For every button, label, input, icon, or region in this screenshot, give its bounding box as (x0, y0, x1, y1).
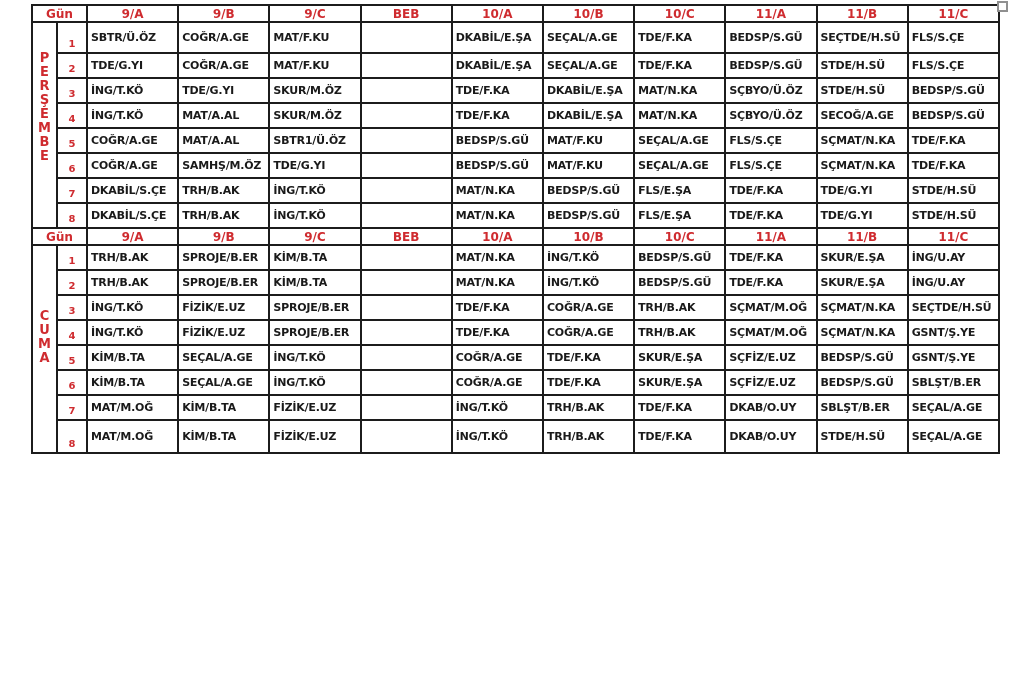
timetable-row (32, 320, 999, 345)
lesson-cell: SKUR/E.ŞA (634, 370, 725, 395)
lesson-cell: DKABİL/E.ŞA (543, 103, 634, 128)
timetable-row (32, 22, 999, 53)
lesson-cell: MAT/M.OĞ (87, 395, 178, 420)
class-header-8: 11/B (817, 5, 908, 22)
class-header-8: 11/B (817, 228, 908, 245)
lesson-cell: MAT/N.KA (634, 78, 725, 103)
lesson-cell: DKABİL/E.ŞA (543, 78, 634, 103)
lesson-cell: MAT/F.KU (543, 153, 634, 178)
lesson-cell: İNG/T.KÖ (269, 178, 360, 203)
period-number: 5 (57, 345, 87, 370)
lesson-cell: SÇMAT/N.KA (817, 320, 908, 345)
lesson-cell: İNG/T.KÖ (269, 345, 360, 370)
class-header-9: 11/C (908, 5, 999, 22)
lesson-cell: TRH/B.AK (87, 245, 178, 270)
day-column-header: Gün (32, 228, 87, 245)
lesson-cell: TRH/B.AK (178, 178, 269, 203)
lesson-cell: COĞR/A.GE (543, 295, 634, 320)
lesson-cell: MAT/A.AL (178, 103, 269, 128)
lesson-cell: STDE/H.SÜ (817, 78, 908, 103)
timetable-row (32, 178, 999, 203)
lesson-cell: MAT/N.KA (634, 103, 725, 128)
lesson-cell-empty (361, 320, 452, 345)
period-number: 6 (57, 153, 87, 178)
period-number: 8 (57, 203, 87, 228)
lesson-cell: MAT/F.KU (543, 128, 634, 153)
timetable (31, 4, 1000, 454)
period-number: 1 (57, 245, 87, 270)
lesson-cell: STDE/H.SÜ (817, 420, 908, 453)
lesson-cell: COĞR/A.GE (543, 320, 634, 345)
lesson-cell: GSNT/Ş.YE (908, 320, 999, 345)
lesson-cell: TDE/F.KA (634, 53, 725, 78)
lesson-cell: BEDSP/S.GÜ (452, 128, 543, 153)
class-header-0: 9/A (87, 228, 178, 245)
lesson-cell: TDE/F.KA (543, 370, 634, 395)
lesson-cell: TDE/F.KA (634, 22, 725, 53)
lesson-cell-empty (361, 295, 452, 320)
lesson-cell: COĞR/A.GE (452, 345, 543, 370)
lesson-cell: SKUR/M.ÖZ (269, 103, 360, 128)
class-header-4: 10/A (452, 228, 543, 245)
lesson-cell: TDE/G.YI (817, 203, 908, 228)
lesson-cell: SÇFİZ/E.UZ (725, 370, 816, 395)
period-number: 5 (57, 128, 87, 153)
lesson-cell: DKABİL/S.ÇE (87, 203, 178, 228)
lesson-cell: SAMHŞ/M.ÖZ (178, 153, 269, 178)
lesson-cell: FLS/S.ÇE (725, 128, 816, 153)
lesson-cell-empty (361, 178, 452, 203)
day-label-1 (32, 245, 57, 453)
lesson-cell: İNG/T.KÖ (452, 420, 543, 453)
timetable-row (32, 395, 999, 420)
lesson-cell: COĞR/A.GE (178, 22, 269, 53)
lesson-cell: TDE/G.YI (87, 53, 178, 78)
day-letter: U (39, 323, 50, 338)
period-number: 6 (57, 370, 87, 395)
timetable-row (32, 78, 999, 103)
lesson-cell: BEDSP/S.GÜ (908, 78, 999, 103)
lesson-cell: SEÇAL/A.GE (543, 53, 634, 78)
lesson-cell: FLS/S.ÇE (908, 22, 999, 53)
lesson-cell: TDE/F.KA (634, 420, 725, 453)
day-section-0 (32, 5, 999, 228)
lesson-cell: İNG/U.AY (908, 270, 999, 295)
lesson-cell: STDE/H.SÜ (908, 203, 999, 228)
header-row (32, 5, 999, 22)
lesson-cell: TDE/F.KA (543, 345, 634, 370)
lesson-cell: İNG/T.KÖ (87, 295, 178, 320)
period-number: 2 (57, 53, 87, 78)
lesson-cell: İNG/T.KÖ (543, 245, 634, 270)
day-label-0 (32, 22, 57, 228)
lesson-cell-empty (361, 203, 452, 228)
lesson-cell: KİM/B.TA (178, 420, 269, 453)
lesson-cell: MAT/N.KA (452, 245, 543, 270)
lesson-cell: BEDSP/S.GÜ (543, 178, 634, 203)
lesson-cell: MAT/N.KA (452, 178, 543, 203)
lesson-cell: İNG/T.KÖ (543, 270, 634, 295)
lesson-cell: FİZİK/E.UZ (269, 420, 360, 453)
lesson-cell: SKUR/M.ÖZ (269, 78, 360, 103)
day-letter: R (39, 79, 50, 94)
lesson-cell: KİM/B.TA (87, 370, 178, 395)
period-number: 7 (57, 395, 87, 420)
lesson-cell: FLS/S.ÇE (908, 53, 999, 78)
lesson-cell: BEDSP/S.GÜ (725, 53, 816, 78)
day-letter: C (39, 309, 50, 324)
class-header-9: 11/C (908, 228, 999, 245)
class-header-6: 10/C (634, 228, 725, 245)
lesson-cell: STDE/H.SÜ (908, 178, 999, 203)
lesson-cell: TDE/F.KA (908, 128, 999, 153)
class-header-3: BEB (361, 228, 452, 245)
day-letter: Ş (39, 93, 50, 108)
lesson-cell-empty (361, 345, 452, 370)
lesson-cell: TDE/F.KA (725, 178, 816, 203)
lesson-cell: SPROJE/B.ER (178, 270, 269, 295)
lesson-cell: TDE/G.YI (178, 78, 269, 103)
lesson-cell: FLS/E.ŞA (634, 203, 725, 228)
period-number: 4 (57, 320, 87, 345)
lesson-cell: MAT/M.OĞ (87, 420, 178, 453)
lesson-cell: SÇMAT/N.KA (817, 295, 908, 320)
lesson-cell: TRH/B.AK (543, 420, 634, 453)
lesson-cell: İNG/T.KÖ (87, 78, 178, 103)
lesson-cell: TDE/F.KA (725, 270, 816, 295)
lesson-cell: SEÇAL/A.GE (908, 395, 999, 420)
lesson-cell: FİZİK/E.UZ (178, 320, 269, 345)
lesson-cell: COĞR/A.GE (178, 53, 269, 78)
period-number: 3 (57, 78, 87, 103)
lesson-cell: İNG/T.KÖ (87, 320, 178, 345)
timetable-row (32, 203, 999, 228)
lesson-cell-empty (361, 128, 452, 153)
timetable-row (32, 245, 999, 270)
day-letter: E (40, 107, 49, 122)
lesson-cell: TDE/G.YI (269, 153, 360, 178)
timetable-row (32, 420, 999, 453)
day-letter: M (38, 337, 51, 352)
period-number: 7 (57, 178, 87, 203)
lesson-cell: BEDSP/S.GÜ (725, 22, 816, 53)
day-letter: P (39, 51, 50, 66)
day-letter: A (39, 351, 50, 366)
day-letter: M (38, 121, 51, 136)
lesson-cell: SKUR/E.ŞA (817, 270, 908, 295)
day-letter: E (40, 149, 49, 164)
class-header-1: 9/B (178, 228, 269, 245)
lesson-cell: TDE/F.KA (452, 103, 543, 128)
class-header-2: 9/C (269, 5, 360, 22)
lesson-cell: SEÇAL/A.GE (908, 420, 999, 453)
lesson-cell: TDE/F.KA (634, 395, 725, 420)
day-column-header: Gün (32, 5, 87, 22)
lesson-cell: SEÇTDE/H.SÜ (908, 295, 999, 320)
class-header-3: BEB (361, 5, 452, 22)
day-letters (33, 52, 56, 164)
lesson-cell-empty (361, 245, 452, 270)
lesson-cell: STDE/H.SÜ (817, 53, 908, 78)
lesson-cell: İNG/T.KÖ (87, 103, 178, 128)
lesson-cell: FİZİK/E.UZ (269, 395, 360, 420)
class-header-4: 10/A (452, 5, 543, 22)
lesson-cell: MAT/A.AL (178, 128, 269, 153)
period-number: 1 (57, 22, 87, 53)
lesson-cell: BEDSP/S.GÜ (543, 203, 634, 228)
lesson-cell: SEÇTDE/H.SÜ (817, 22, 908, 53)
lesson-cell: DKAB/O.UY (725, 420, 816, 453)
lesson-cell: SPROJE/B.ER (178, 245, 269, 270)
lesson-cell: TDE/F.KA (452, 78, 543, 103)
lesson-cell-empty (361, 370, 452, 395)
lesson-cell: KİM/B.TA (178, 395, 269, 420)
lesson-cell: TDE/F.KA (908, 153, 999, 178)
timetable-row (32, 128, 999, 153)
timetable-row (32, 270, 999, 295)
lesson-cell: SÇMAT/M.OĞ (725, 295, 816, 320)
lesson-cell: TDE/F.KA (725, 203, 816, 228)
lesson-cell: DKABİL/E.ŞA (452, 53, 543, 78)
lesson-cell-empty (361, 395, 452, 420)
lesson-cell-empty (361, 22, 452, 53)
lesson-cell: DKAB/O.UY (725, 395, 816, 420)
lesson-cell: TDE/F.KA (452, 320, 543, 345)
lesson-cell: COĞR/A.GE (452, 370, 543, 395)
lesson-cell: TRH/B.AK (634, 295, 725, 320)
lesson-cell: SEÇAL/A.GE (178, 345, 269, 370)
lesson-cell: BEDSP/S.GÜ (634, 245, 725, 270)
lesson-cell: SEÇAL/A.GE (634, 153, 725, 178)
header-row (32, 228, 999, 245)
lesson-cell: KİM/B.TA (269, 270, 360, 295)
lesson-cell: SBTR1/Ü.ÖZ (269, 128, 360, 153)
lesson-cell: SÇFİZ/E.UZ (725, 345, 816, 370)
class-header-5: 10/B (543, 5, 634, 22)
lesson-cell: İNG/T.KÖ (269, 203, 360, 228)
lesson-cell: DKABİL/S.ÇE (87, 178, 178, 203)
lesson-cell-empty (361, 270, 452, 295)
lesson-cell: COĞR/A.GE (87, 128, 178, 153)
lesson-cell: İNG/U.AY (908, 245, 999, 270)
lesson-cell: SEÇAL/A.GE (543, 22, 634, 53)
day-letters (33, 310, 56, 366)
day-section-1 (32, 228, 999, 453)
lesson-cell: TRH/B.AK (178, 203, 269, 228)
lesson-cell: COĞR/A.GE (87, 153, 178, 178)
lesson-cell: TDE/F.KA (452, 295, 543, 320)
lesson-cell: GSNT/Ş.YE (908, 345, 999, 370)
period-number: 8 (57, 420, 87, 453)
day-letter: B (39, 135, 50, 150)
lesson-cell: SECOĞ/A.GE (817, 103, 908, 128)
lesson-cell-empty (361, 78, 452, 103)
lesson-cell: BEDSP/S.GÜ (908, 103, 999, 128)
lesson-cell: DKABİL/E.ŞA (452, 22, 543, 53)
class-header-7: 11/A (725, 228, 816, 245)
lesson-cell: BEDSP/S.GÜ (817, 370, 908, 395)
timetable-row (32, 103, 999, 128)
lesson-cell: FLS/E.ŞA (634, 178, 725, 203)
lesson-cell: SPROJE/B.ER (269, 320, 360, 345)
lesson-cell: BEDSP/S.GÜ (817, 345, 908, 370)
lesson-cell: TRH/B.AK (87, 270, 178, 295)
timetable-row (32, 370, 999, 395)
lesson-cell: SEÇAL/A.GE (634, 128, 725, 153)
timetable-row (32, 295, 999, 320)
period-number: 4 (57, 103, 87, 128)
lesson-cell-empty (361, 103, 452, 128)
period-number: 2 (57, 270, 87, 295)
lesson-cell-empty (361, 420, 452, 453)
lesson-cell: FLS/S.ÇE (725, 153, 816, 178)
lesson-cell: SKUR/E.ŞA (817, 245, 908, 270)
class-header-0: 9/A (87, 5, 178, 22)
timetable-row (32, 53, 999, 78)
class-header-2: 9/C (269, 228, 360, 245)
lesson-cell: TRH/B.AK (543, 395, 634, 420)
lesson-cell: BEDSP/S.GÜ (634, 270, 725, 295)
class-header-1: 9/B (178, 5, 269, 22)
lesson-cell: İNG/T.KÖ (452, 395, 543, 420)
lesson-cell: TDE/F.KA (725, 245, 816, 270)
lesson-cell: SÇMAT/N.KA (817, 153, 908, 178)
lesson-cell: SBLŞT/B.ER (908, 370, 999, 395)
lesson-cell-empty (361, 53, 452, 78)
lesson-cell: MAT/F.KU (269, 53, 360, 78)
lesson-cell: MAT/N.KA (452, 203, 543, 228)
lesson-cell-empty (361, 153, 452, 178)
class-header-7: 11/A (725, 5, 816, 22)
lesson-cell: SÇMAT/M.OĞ (725, 320, 816, 345)
timetable-row (32, 153, 999, 178)
lesson-cell: SBTR/Ü.ÖZ (87, 22, 178, 53)
timetable-row (32, 345, 999, 370)
lesson-cell: KİM/B.TA (87, 345, 178, 370)
lesson-cell: TDE/G.YI (817, 178, 908, 203)
day-letter: E (40, 65, 49, 80)
lesson-cell: SKUR/E.ŞA (634, 345, 725, 370)
lesson-cell: SÇBYO/Ü.ÖZ (725, 78, 816, 103)
lesson-cell: FİZİK/E.UZ (178, 295, 269, 320)
lesson-cell: SBLŞT/B.ER (817, 395, 908, 420)
class-header-5: 10/B (543, 228, 634, 245)
lesson-cell: SÇBYO/Ü.ÖZ (725, 103, 816, 128)
lesson-cell: SEÇAL/A.GE (178, 370, 269, 395)
table-resize-handle-icon[interactable] (997, 1, 1008, 12)
lesson-cell: MAT/N.KA (452, 270, 543, 295)
lesson-cell: SPROJE/B.ER (269, 295, 360, 320)
lesson-cell: İNG/T.KÖ (269, 370, 360, 395)
period-number: 3 (57, 295, 87, 320)
lesson-cell: MAT/F.KU (269, 22, 360, 53)
lesson-cell: SÇMAT/N.KA (817, 128, 908, 153)
class-header-6: 10/C (634, 5, 725, 22)
lesson-cell: BEDSP/S.GÜ (452, 153, 543, 178)
lesson-cell: KİM/B.TA (269, 245, 360, 270)
lesson-cell: TRH/B.AK (634, 320, 725, 345)
